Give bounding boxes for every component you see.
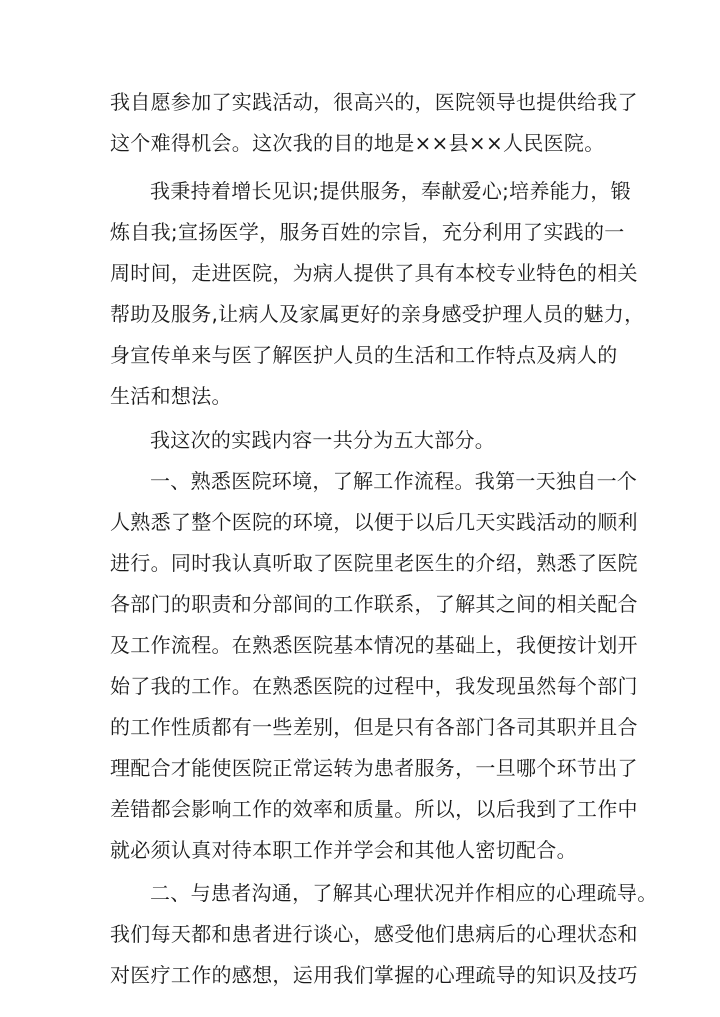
text-line: 炼自我;宣扬医学，服务百姓的宗旨，充分利用了实践的一	[110, 220, 625, 244]
text-line: 差错都会影响工作的效率和质量。所以，以后我到了工作中	[110, 797, 638, 821]
text-line: 帮助及服务,让病人及家属更好的亲身感受护理人员的魅力，	[110, 302, 645, 326]
text-line: 人熟悉了整个医院的环境，以便于以后几天实践活动的顺利	[110, 510, 638, 534]
text-line: 始了我的工作。在熟悉医院的过程中，我发现虽然每个部门	[110, 674, 638, 698]
text-line: 理配合才能使医院正常运转为患者服务，一旦哪个环节出了	[110, 756, 638, 780]
text-line: 周时间，走进医院，为病人提供了具有本校专业特色的相关	[110, 261, 638, 285]
paragraph-start-line: 我秉持着增长见识;提供服务，奉献爱心;培养能力，锻	[150, 179, 631, 203]
text-line: 进行。同时我认真听取了医院里老医生的介绍，熟悉了医院	[110, 551, 638, 575]
text-line: 身宣传单来与医了解医护人员的生活和工作特点及病人的	[110, 343, 618, 367]
text-line: 及工作流程。在熟悉医院基本情况的基础上，我便按计划开	[110, 633, 638, 657]
section-heading-line: 二、与患者沟通，了解其心理状况并作相应的心理疏导。	[150, 881, 658, 905]
text-line: 各部门的职责和分部间的工作联系，了解其之间的相关配合	[110, 592, 638, 616]
text-line: 我自愿参加了实践活动，很高兴的，医院领导也提供给我了	[110, 90, 638, 114]
text-line: 的工作性质都有一些差别，但是只有各部门各司其职并且合	[110, 715, 638, 739]
section-heading-line: 一、熟悉医院环境，了解工作流程。我第一天独自一个	[150, 469, 638, 493]
text-line: 我们每天都和患者进行谈心，感受他们患病后的心理状态和	[110, 922, 638, 946]
text-line: 生活和想法。	[110, 384, 232, 408]
paragraph-start-line: 我这次的实践内容一共分为五大部分。	[150, 428, 496, 452]
text-line: 对医疗工作的感想，运用我们掌握的心理疏导的知识及技巧	[110, 963, 638, 987]
text-line: 这个难得机会。这次我的目的地是××县××人民医院。	[110, 131, 605, 155]
text-line: 就必须认真对待本职工作并学会和其他人密切配合。	[110, 838, 577, 862]
